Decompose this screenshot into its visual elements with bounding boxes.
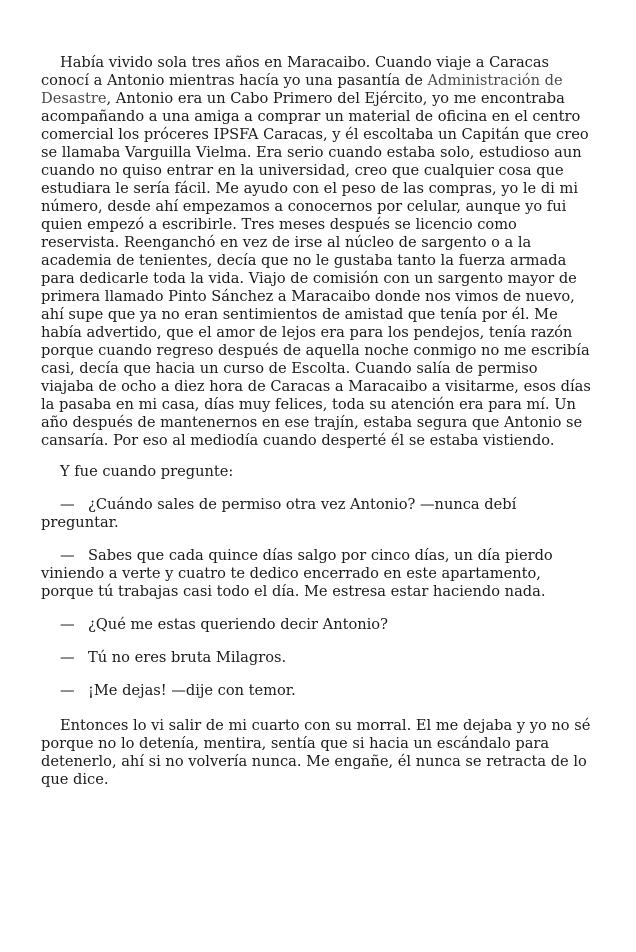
dialogue-line-4 xyxy=(41,649,594,667)
document-page xyxy=(41,54,594,802)
dialogue-dash: — xyxy=(60,682,75,699)
dialogue-dash: — xyxy=(60,547,75,564)
paragraph-1-text-b: , Antonio era un Cabo Primero del Ejército, yo me encontraba acompañando a una amiga a comprar un material de oficina en el centro comercial los próceres IPSFA Caracas, y él escoltaba un Capitán que creo se llamaba Varguilla Vielma. Era serio cuando estaba solo, estudioso aun cuando no quiso entrar en la universidad, creo que cualquier cosa que estudiara le sería fácil. Me ayudo con el peso de las compras, yo le di mi número, desde ahí empezamos a conocernos por celular, aunque yo fui quien empezó a escribirle. Tres meses después se licencio como reservista. Reenganchó en vez de irse al núcleo de sargento o a la academia de tenientes, decía que no le gustaba tanto la fuerza armada para dedicarle toda la vida. Viajo de comisión con un sargento mayor de primera llamado Pinto Sánchez a Maracaibo donde nos vimos de nuevo, ahí supe que ya no eran sentimientos de amistad que tenía por él. Me había advertido, que el amor de lejos era para los pendejos, tenía razón porque cuando regreso después de aquella noche conmigo no me escribía casi, decía que hacia un curso de Escolta. Cuando salía de permiso viajaba de ocho a diez hora de Caracas a Maracaibo a visitarme, esos días la pasaba en mi casa, días muy felices, toda su atención era para mí. Un año después de mantenernos en ese trajín, estaba segura que Antonio se cansaría. Por eso al mediodía cuando desperté él se estaba vistiendo. xyxy=(41,90,591,449)
paragraph-1 xyxy=(41,54,594,450)
dialogue-text: Sabes que cada quince días salgo por cinco días, un día pierdo viniendo a verte y cuatro te dedico encerrado en este apartamento, porque tú trabajas casi todo el día. Me estresa estar haciendo nada. xyxy=(41,547,553,600)
dialogue-text: ¡Me dejas! —dije con temor. xyxy=(88,682,296,699)
dialogue-dash: — xyxy=(60,616,75,633)
dialogue-dash: — xyxy=(60,649,75,666)
dialogue-line-3 xyxy=(41,616,594,634)
dialogue-text: ¿Qué me estas queriendo decir Antonio? xyxy=(88,616,388,633)
dialogue-text: ¿Cuándo sales de permiso otra vez Antonio? —nunca debí preguntar. xyxy=(41,496,517,531)
paragraph-1-term: Administración de Desastre xyxy=(41,72,563,107)
dialogue-line-2 xyxy=(41,547,594,601)
dialogue-text: Tú no eres bruta Milagros. xyxy=(88,649,287,666)
paragraph-2: Y fue cuando pregunte: xyxy=(60,463,234,480)
dialogue-line-5 xyxy=(41,682,594,700)
paragraph-3: Entonces lo vi salir de mi cuarto con su morral. El me dejaba y yo no sé porque no lo detenía, mentira, sentía que si hacia un escándalo para detenerlo, ahí si no volvería nunca. Me engañe, él nunca se retracta de lo que dice. xyxy=(41,717,591,788)
dialogue-dash: — xyxy=(60,496,75,513)
dialogue-line-1 xyxy=(41,496,594,532)
paragraph-1-text-a: Había vivido sola tres años en Maracaibo. Cuando viaje a Caracas conocí a Antonio mientras hacía yo una pasantía de xyxy=(41,54,550,89)
